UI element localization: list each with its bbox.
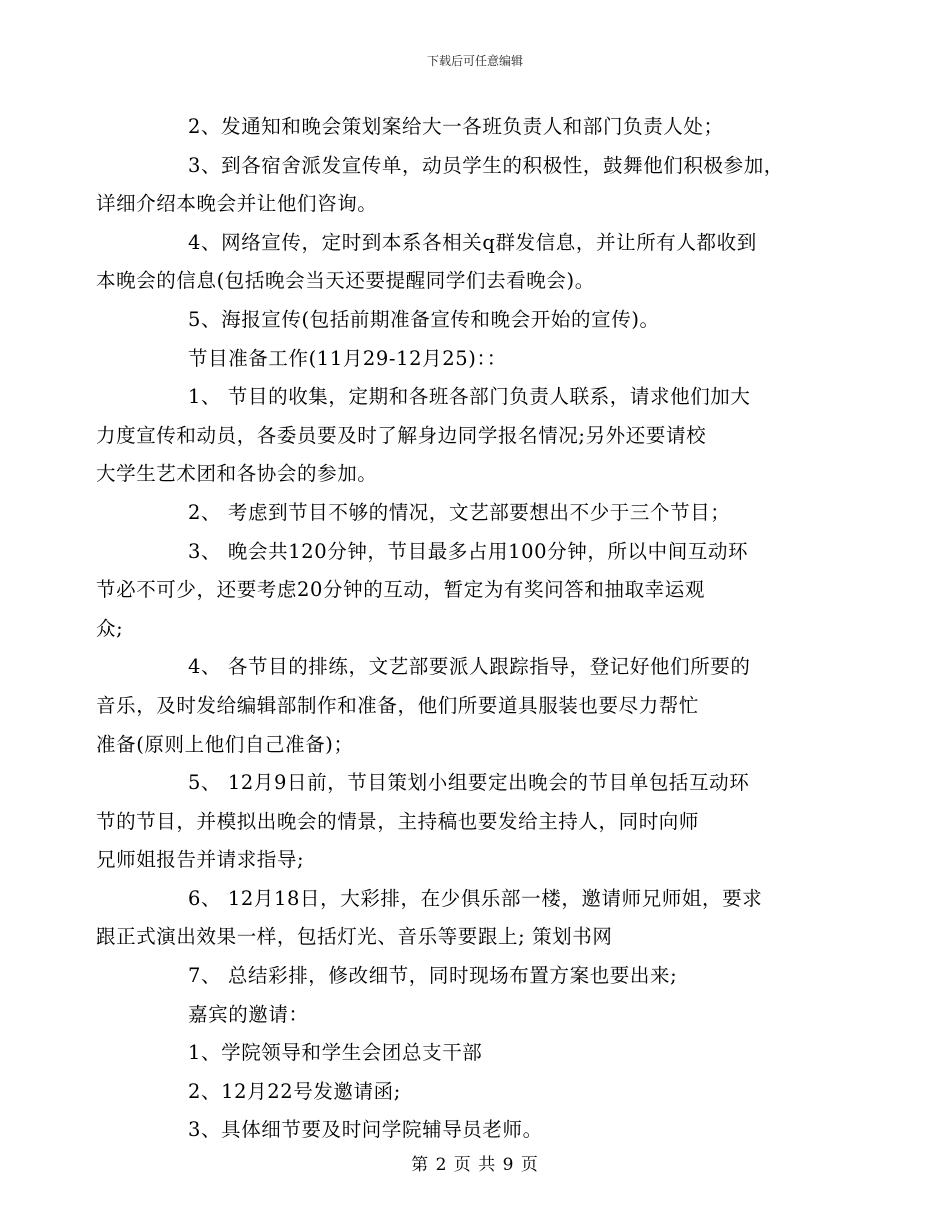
text-line: 2、12月22号发邀请函; <box>188 1079 401 1103</box>
paragraph <box>142 996 812 1035</box>
text-line: 5、海报宣传(包括前期准备宣传和晚会开始的宣传)。 <box>188 307 660 331</box>
paragraph <box>96 224 812 301</box>
text-line: 本晚会的信息(包括晚会当天还要提醒同学们去看晚会)。 <box>96 269 595 293</box>
paragraph <box>142 494 812 533</box>
text-line: 4、 各节目的排练，文艺部要派人跟踪指导，登记好他们所要的 <box>188 655 751 679</box>
text-line: 嘉宾的邀请： <box>188 1002 309 1026</box>
page-header: 下载后可任意编辑 <box>426 54 523 68</box>
paragraph <box>96 880 812 957</box>
text-line: 大学生艺术团和各协会的参加。 <box>96 462 378 486</box>
paragraph <box>96 147 812 224</box>
paragraph <box>142 340 812 379</box>
text-line: 6、 12月18日，大彩排，在少俱乐部一楼，邀请师兄师姐，要求 <box>188 886 763 910</box>
document-body <box>96 108 812 1150</box>
paragraph <box>142 957 812 996</box>
paragraph <box>142 1073 812 1112</box>
text-line: 2、发通知和晚会策划案给大一各班负责人和部门负责人处； <box>188 115 724 138</box>
paragraph <box>96 764 812 880</box>
paragraph <box>142 108 812 147</box>
text-line: 4、网络宣传，定时到本系各相关q群发信息，并让所有人都收到 <box>188 230 757 254</box>
text-line: 节的节目，并模拟出晚会的情景，主持稿也要发给主持人，同时向师 <box>96 809 700 833</box>
text-line: 力度宣传和动员，各委员要及时了解身边同学报名情况;另外还要请校 <box>96 423 707 447</box>
text-line: 1、 节目的收集，定期和各班各部门负责人联系，请求他们加大 <box>188 385 751 409</box>
text-line: 众; <box>96 616 124 640</box>
text-line: 兄师姐报告并请求指导; <box>96 848 305 872</box>
paragraph <box>96 648 812 764</box>
text-line: 3、 晚会共120分钟，节目最多占用100分钟，所以中间互动环 <box>188 539 749 563</box>
text-line: 3、到各宿舍派发宣传单，动员学生的积极性，鼓舞他们积极参加， <box>188 153 784 177</box>
text-line: 跟正式演出效果一样，包括灯光、音乐等要跟上; 策划书网 <box>96 925 613 949</box>
page-footer: 第 2 页 共 9 页 <box>411 1155 539 1175</box>
text-line: 节必不可少，还要考虑20分钟的互动，暂定为有奖问答和抽取幸运观 <box>96 578 705 602</box>
paragraph <box>142 1111 812 1150</box>
paragraph <box>96 378 812 494</box>
paragraph <box>96 533 812 649</box>
text-line: 准备(原则上他们自己准备)； <box>96 732 354 756</box>
text-line: 详细介绍本晚会并让他们咨询。 <box>96 192 378 216</box>
text-line: 2、 考虑到节目不够的情况，文艺部要想出不少于三个节目； <box>188 500 731 524</box>
text-line: 7、 总结彩排，修改细节，同时现场布置方案也要出来; <box>188 964 678 988</box>
text-line: 1、学院领导和学生会团总支干部 <box>188 1041 483 1065</box>
paragraph <box>142 301 812 340</box>
text-line: 3、具体细节要及时问学院辅导员老师。 <box>188 1118 543 1142</box>
text-line: 音乐，及时发给编辑部制作和准备，他们所要道具服装也要尽力帮忙 <box>96 693 700 717</box>
paragraph <box>142 1034 812 1073</box>
text-line: 节目准备工作(11月29-12月25)：： <box>188 346 507 370</box>
text-line: 5、 12月9日前，节目策划小组要定出晚会的节目单包括互动环 <box>188 771 750 795</box>
